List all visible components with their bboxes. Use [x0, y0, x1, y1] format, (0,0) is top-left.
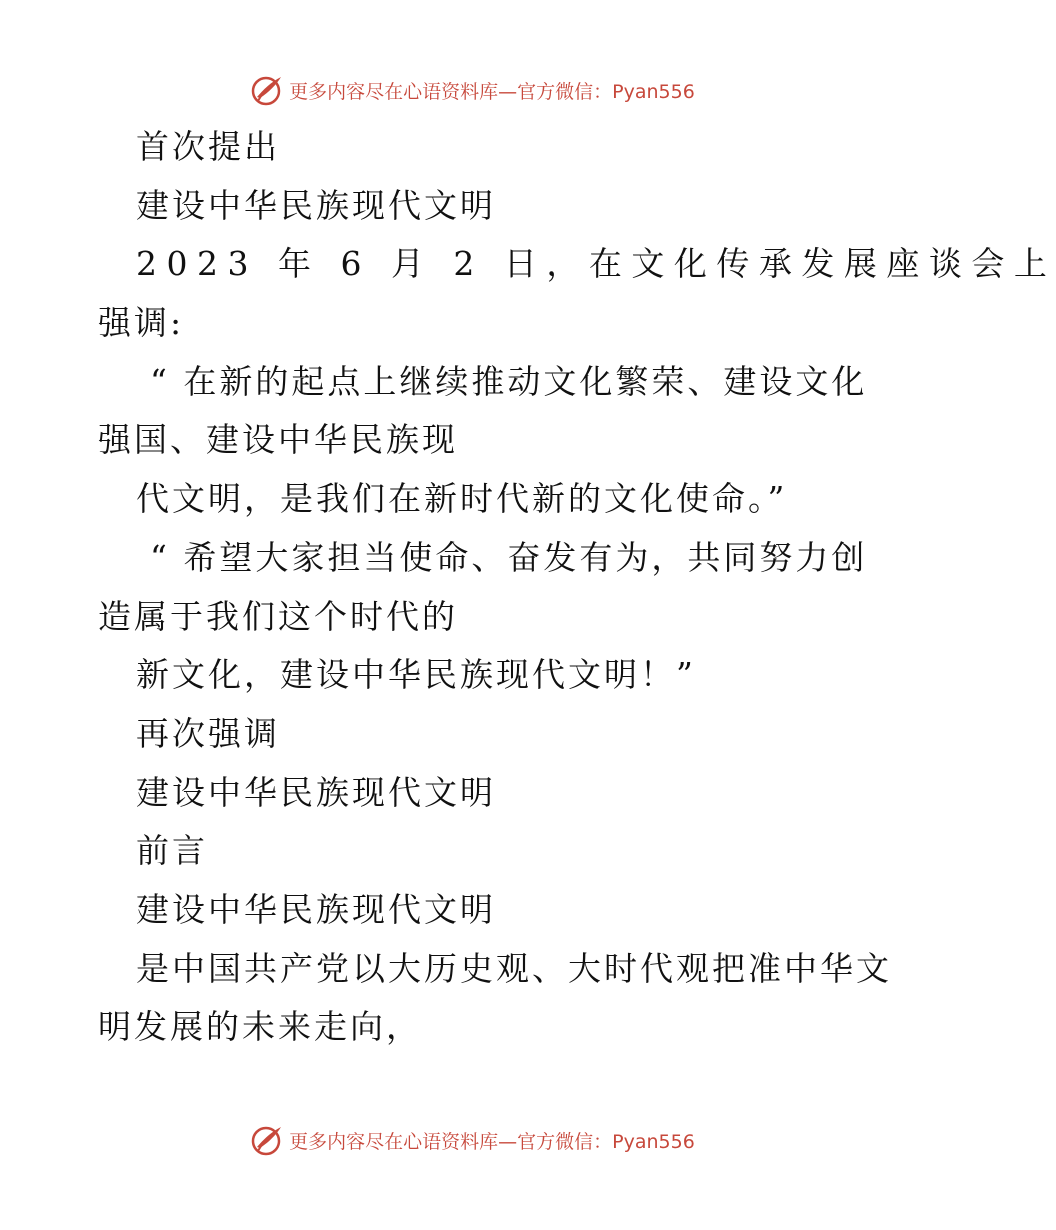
text-line: 建设中华民族现代文明 — [136, 185, 496, 225]
text-line: 首次提出 — [136, 127, 280, 166]
text-line: 强国、建设中华民族现 — [98, 420, 458, 460]
text-line: 是中国共产党以大历史观、大时代观把准中华文 — [136, 948, 892, 988]
text-line: 代文明，是我们在新时代新的文化使命。” — [136, 479, 788, 519]
watermark-text: 更多内容尽在心语资料库—官方微信：Pyan556 — [289, 80, 695, 103]
text-line: 造属于我们这个时代的 — [98, 596, 458, 636]
text-line: “ 希望大家担当使命、奋发有为，共同努力创 — [150, 537, 868, 577]
text-line: 再次强调 — [136, 713, 280, 753]
text-line: 2023 年 6 月 2 日，在文化传承发展座谈会上 — [136, 244, 1056, 284]
quill-logo-icon — [249, 72, 285, 108]
text-line: 明发展的未来走向， — [98, 1007, 422, 1047]
text-line: 建设中华民族现代文明 — [136, 772, 496, 812]
header-watermark — [0, 70, 950, 110]
footer-watermark — [0, 1120, 950, 1160]
text-line: 新文化，建设中华民族现代文明！” — [136, 655, 696, 695]
watermark-text: 更多内容尽在心语资料库—官方微信：Pyan556 — [289, 1130, 695, 1153]
text-line: 强调: — [98, 303, 185, 343]
quill-logo-icon — [249, 1122, 285, 1158]
document-body — [98, 118, 1056, 1057]
text-line: “ 在新的起点上继续推动文化繁荣、建设文化 — [150, 361, 868, 401]
text-line: 建设中华民族现代文明 — [136, 889, 496, 929]
text-line: 前言 — [136, 831, 208, 871]
